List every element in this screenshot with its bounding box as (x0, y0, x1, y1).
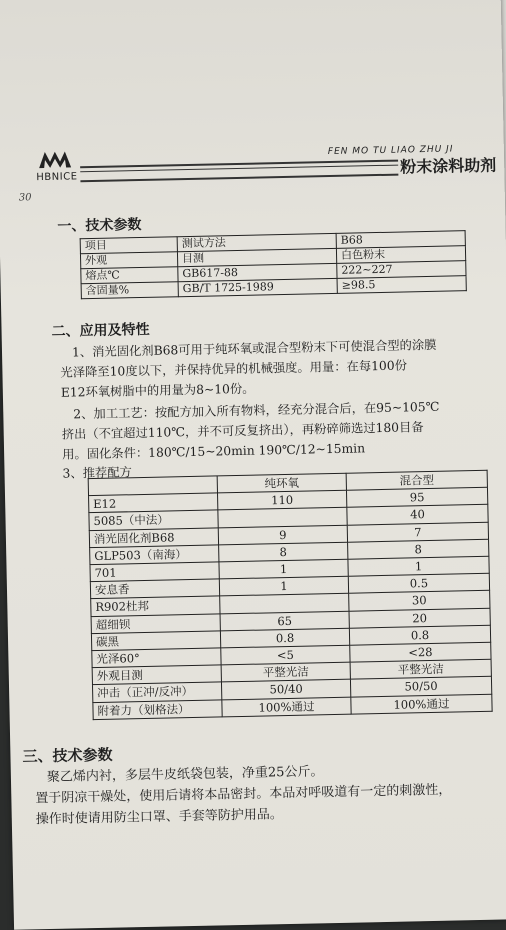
formula-heading: 3、推荐配方 (62, 465, 133, 481)
table-cell: 0.8 (220, 628, 349, 648)
table-cell: 50/50 (350, 677, 491, 697)
header-roman: FEN MO TU LIAO ZHU JI (327, 144, 454, 158)
table-cell: GB/T 1725-1989 (178, 278, 337, 296)
table-cell: 0.5 (348, 573, 489, 593)
header-rule (80, 160, 398, 183)
table-cell: 碳黑 (91, 631, 220, 651)
table-cell: E12 (89, 493, 218, 513)
section-1-heading: 一、技术参数 (57, 216, 142, 235)
text-line: 2、加工工艺：按配方加入所有物料，经充分混合后，在95~105℃ (73, 399, 440, 422)
table-cell: 外观目测 (92, 665, 221, 685)
spec-table (80, 230, 467, 299)
table-cell: 熔点℃ (81, 267, 178, 284)
text-line: 操作时使请用防尘口罩、手套等防护用品。 (35, 807, 283, 828)
table-cell: 30 (349, 591, 490, 611)
table-cell: 110 (218, 490, 347, 510)
table-cell: 50/40 (221, 680, 350, 700)
logo-text: HBNICE (36, 171, 78, 184)
table-cell: 9 (218, 525, 347, 545)
table-cell: GB617-88 (178, 263, 337, 281)
table-cell: 1 (348, 556, 489, 576)
table-cell: <5 (221, 645, 350, 665)
table-cell: 222~227 (337, 261, 466, 279)
section-2-heading: 二、应用及特性 (51, 321, 150, 340)
table-cell: 5085（中法） (89, 510, 218, 530)
table-cell: 含固量% (81, 282, 178, 299)
table-cell: 冲击（正冲/反冲） (92, 682, 221, 702)
table-cell: 1 (219, 559, 348, 579)
text-line: E12环氧树脂中的用量为8~10份。 (60, 381, 255, 400)
table-cell: 8 (348, 539, 489, 559)
table-cell: 0.8 (349, 625, 490, 645)
table-cell: 白色粉末 (336, 246, 465, 264)
table-header: 纯环氧 (217, 473, 346, 493)
text-line: 用。固化条件：180℃/15~20min 190℃/12~15min (62, 441, 366, 462)
table-cell: R902杜邦 (91, 596, 220, 616)
table-cell: 65 (220, 611, 349, 631)
table-cell: 目测 (177, 248, 336, 266)
table-cell: 消光固化剂B68 (89, 528, 218, 548)
page-number: 30 (18, 192, 32, 204)
application-paragraph-2 (61, 397, 440, 465)
table-cell: <28 (350, 642, 491, 662)
table-cell: 附着力（划格法） (93, 700, 222, 720)
table-cell: 1 (219, 576, 348, 596)
text-line: 置于阴凉干燥处，使用后请将本品密封。本品对呼吸道有一定的刺激性， (35, 782, 452, 807)
table-cell: 701 (90, 562, 219, 582)
table-cell: 光泽60° (92, 648, 221, 668)
table-cell: GLP503（南海） (90, 545, 219, 565)
table-cell: 8 (219, 542, 348, 562)
text-line: 1、消光固化剂B68可用于纯环氧或混合型粉末下可使混合型的涂膜 (71, 337, 437, 360)
packaging-text (35, 759, 452, 831)
table-cell: 外观 (80, 252, 177, 269)
text-line: 聚乙烯内衬，多层牛皮纸袋包装，净重25公斤。 (46, 764, 324, 786)
table-cell: 95 (346, 487, 487, 507)
text-line: 光泽降至10度以下，并保持优异的机械强度。用量：在每100份 (60, 358, 408, 380)
table-cell: 40 (347, 505, 488, 525)
table-cell: 7 (347, 522, 488, 542)
table-cell: 超细钡 (91, 614, 220, 634)
header-title: 粉末涂料助剂 (400, 155, 497, 177)
table-cell: ≥98.5 (337, 276, 466, 294)
table-header: 混合型 (346, 470, 487, 490)
text-line: 挤出（不宜超过110℃，并不可反复挤出），再粉碎筛选过180目备 (61, 420, 424, 442)
table-cell: 100%通过 (351, 694, 492, 714)
table-cell: 测试方法 (177, 233, 336, 251)
table-cell: 20 (349, 608, 490, 628)
table-cell: 项目 (80, 237, 177, 254)
section-3-heading: 三、技术参数 (22, 745, 113, 766)
application-paragraph-1 (60, 335, 438, 403)
table-cell: B68 (336, 231, 465, 249)
table-cell: 平整光洁 (221, 662, 350, 682)
table-cell: 安息香 (90, 579, 219, 599)
table-cell: 平整光洁 (350, 659, 491, 679)
table-cell: 100%通过 (222, 697, 351, 717)
hbnice-logo-icon (38, 148, 72, 169)
formula-table (88, 470, 493, 720)
